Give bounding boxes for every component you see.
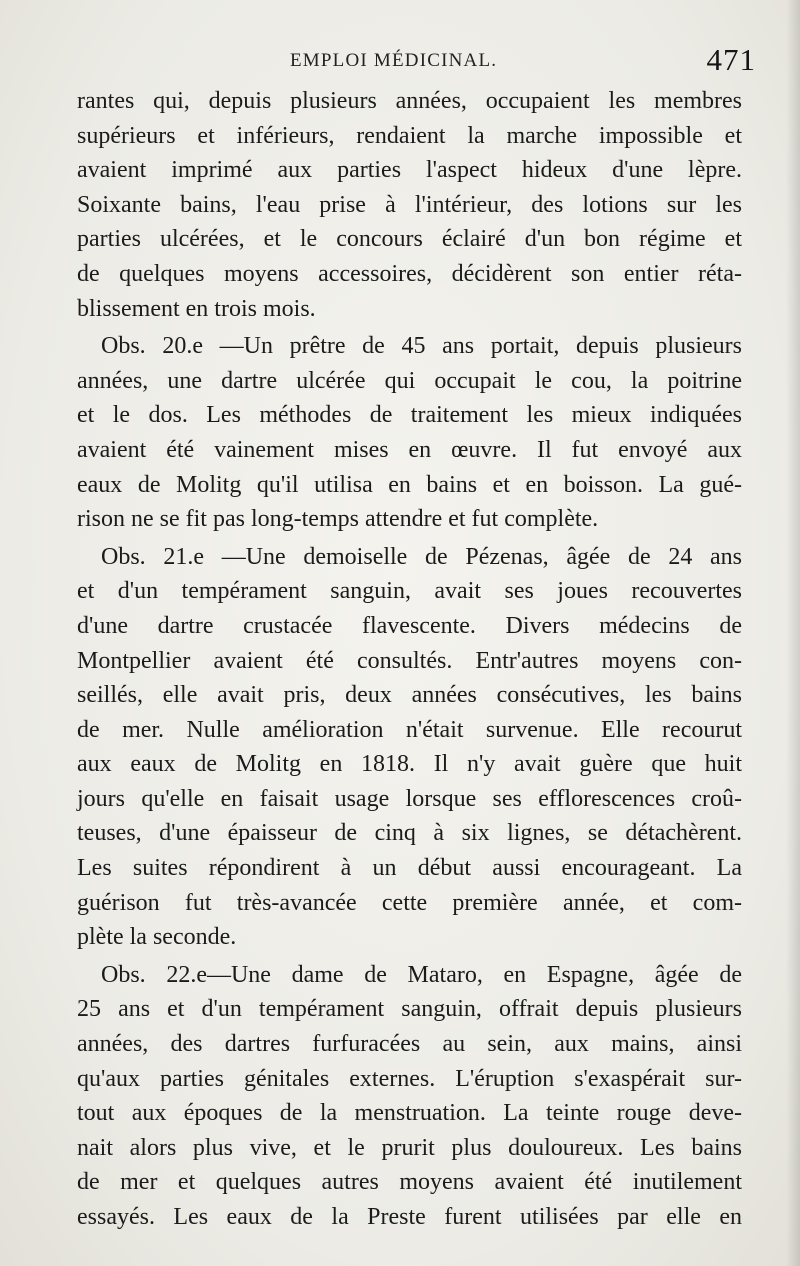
text-line: Montpellier avaient été consultés. Entr'autres moyens con-: [77, 647, 742, 674]
paragraph-obs-21: [77, 540, 742, 955]
running-head: EMPLOI MÉDICINAL.: [290, 50, 498, 71]
text-line: Les suites répondirent à un début aussi encourageant. La: [77, 855, 742, 882]
text-line: rantes qui, depuis plusieurs années, occupaient les membres: [77, 88, 742, 114]
text-line: nait alors plus vive, et le prurit plus douloureux. Les bains: [77, 1134, 742, 1161]
page-header: [76, 42, 756, 77]
text-line: parties ulcérées, et le concours éclairé d'un bon régime et: [77, 226, 742, 253]
text-line: 25 ans et d'un tempérament sanguin, offrait depuis plusieurs: [77, 996, 742, 1023]
text-line: blissement en trois mois.: [77, 295, 316, 322]
paragraph-obs-22: [77, 958, 742, 1235]
text-line: années, une dartre ulcérée qui occupait le cou, la poitrine: [77, 367, 742, 394]
text-line: rison ne se fit pas long-temps attendre et fut complète.: [77, 506, 599, 533]
text-line: jours qu'elle en faisait usage lorsque ses efflorescences croû-: [77, 785, 742, 812]
text-line: années, des dartres furfuracées au sein, aux mains, ainsi: [77, 1031, 742, 1058]
page-number: 471: [706, 42, 756, 77]
text-line: Obs. 20.e —Un prêtre de 45 ans portait, depuis plusieurs: [101, 333, 742, 360]
text-line: plète la seconde.: [77, 924, 237, 951]
text-line: avaient imprimé aux parties l'aspect hideux d'une lèpre.: [77, 157, 742, 184]
body-text: [77, 84, 742, 1244]
text-line: Soixante bains, l'eau prise à l'intérieur, des lotions sur les: [77, 191, 742, 218]
text-line: tout aux époques de la menstruation. La teinte rouge deve-: [77, 1100, 742, 1127]
text-line: et le dos. Les méthodes de traitement les mieux indiquées: [77, 402, 742, 429]
text-line: Obs. 21.e —Une demoiselle de Pézenas, âgée de 24 ans: [101, 543, 742, 570]
text-line: aux eaux de Molitg en 1818. Il n'y avait guère que huit: [77, 751, 742, 778]
text-line: supérieurs et inférieurs, rendaient la marche impossible et: [77, 122, 742, 149]
text-line: essayés. Les eaux de la Preste furent utilisées par elle en: [77, 1204, 742, 1230]
text-line: eaux de Molitg qu'il utilisa en bains et en boisson. La gué-: [77, 471, 742, 498]
page-edge-shadow: [786, 0, 800, 1266]
text-line: de mer. Nulle amélioration n'était survenue. Elle recourut: [77, 716, 742, 743]
paragraph-obs-20: [77, 329, 742, 537]
text-line: Obs. 22.e—Une dame de Mataro, en Espagne, âgée de: [101, 961, 742, 988]
text-line: de quelques moyens accessoires, décidèrent son entier réta-: [77, 260, 742, 287]
text-line: teuses, d'une épaisseur de cinq à six lignes, se détachèrent.: [77, 820, 742, 847]
text-line: d'une dartre crustacée flavescente. Divers médecins de: [77, 612, 742, 639]
text-line: et d'un tempérament sanguin, avait ses joues recouvertes: [77, 578, 742, 605]
text-line: de mer et quelques autres moyens avaient été inutilement: [77, 1169, 742, 1196]
text-line: qu'aux parties génitales externes. L'éruption s'exaspérait sur-: [77, 1065, 742, 1092]
text-line: seillés, elle avait pris, deux années consécutives, les bains: [77, 682, 742, 709]
text-line: avaient été vainement mises en œuvre. Il fut envoyé aux: [77, 436, 742, 463]
text-line: guérison fut très-avancée cette première année, et com-: [77, 889, 742, 916]
paragraph-continuation: [77, 84, 742, 326]
